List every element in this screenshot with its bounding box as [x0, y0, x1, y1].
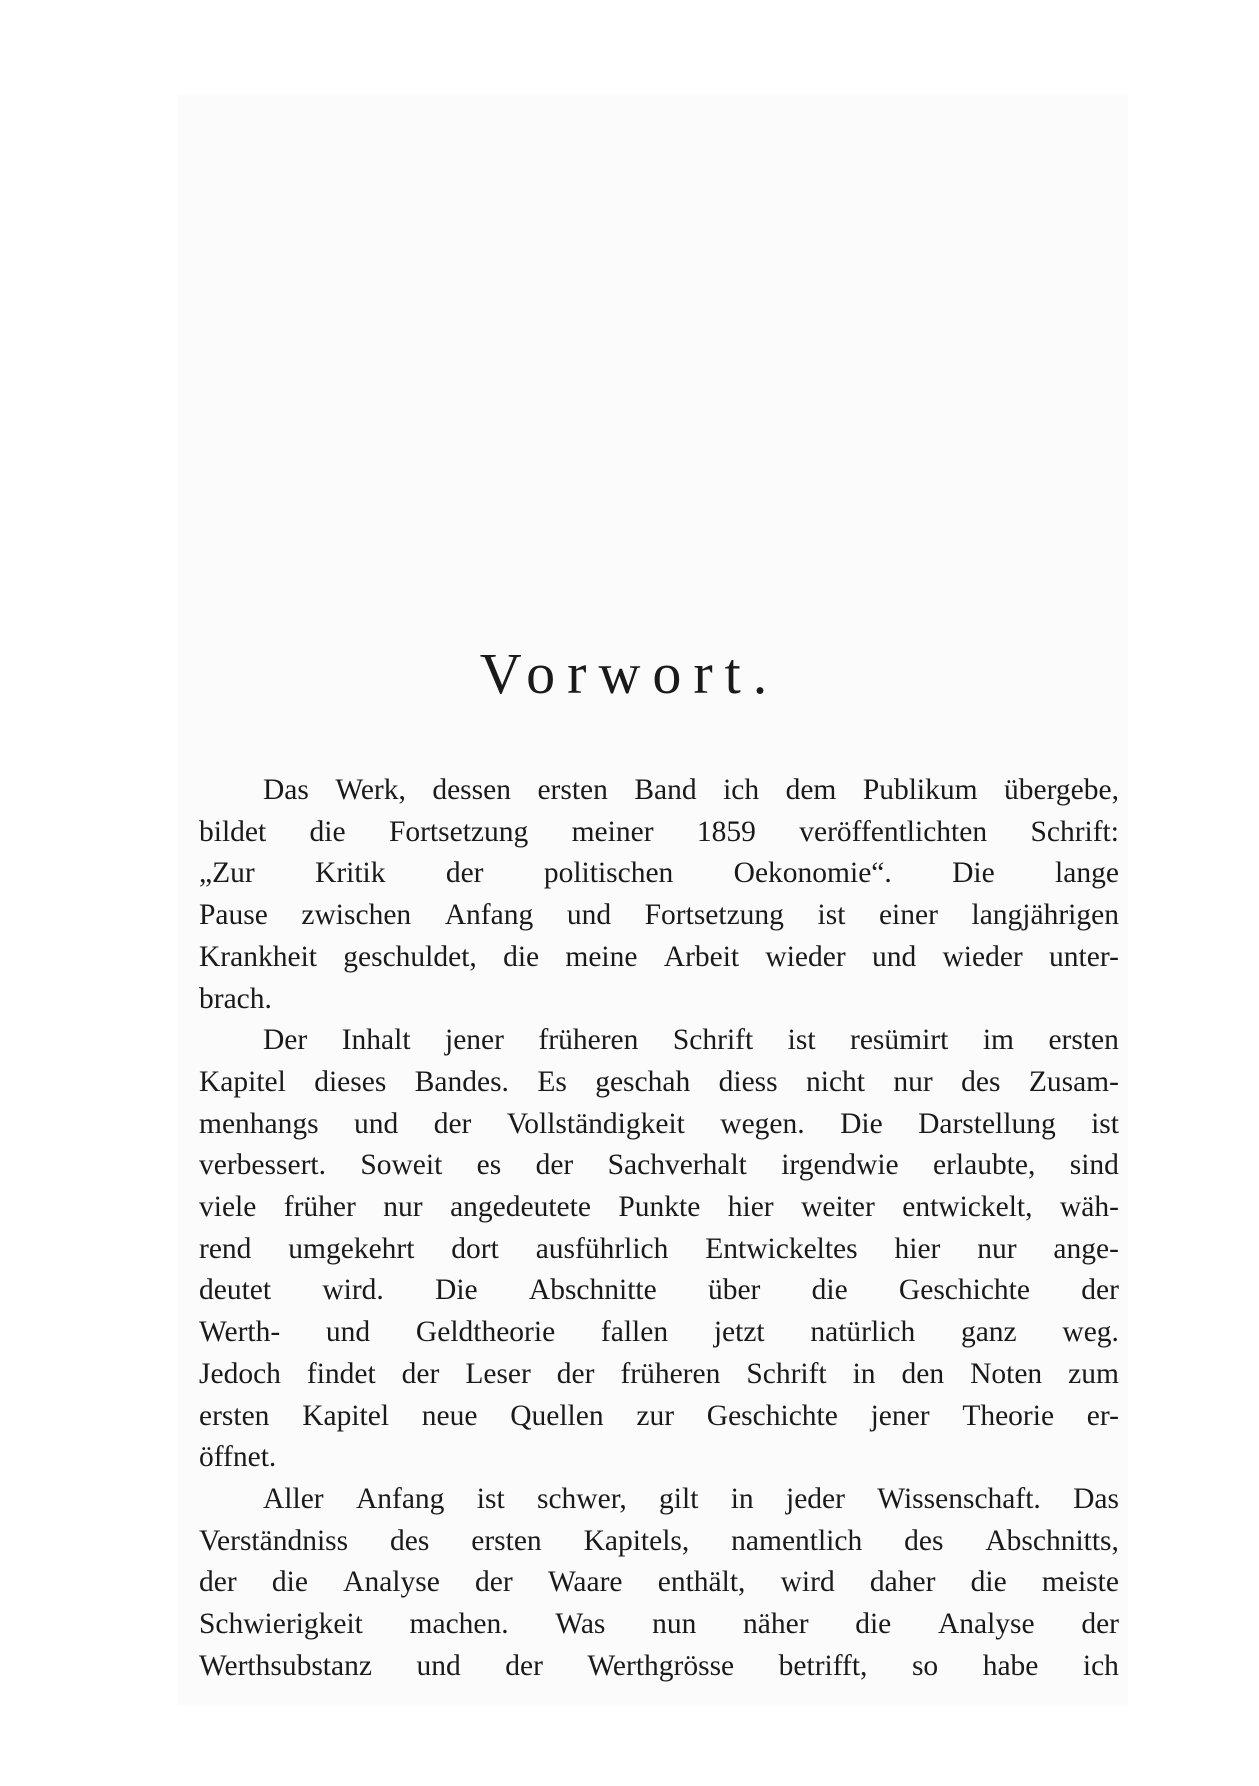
text-line: Werthsubstanz und der Werthgrösse betrifft, so habe ich	[199, 1649, 1119, 1682]
text-line: Aller Anfang ist schwer, gilt in jeder Wissenschaft. Das	[263, 1482, 1119, 1515]
body-text	[199, 770, 1119, 1687]
text-line: menhangs und der Vollständigkeit wegen. Die Darstellung ist	[199, 1107, 1119, 1140]
text-line: der die Analyse der Waare enthält, wird daher die meiste	[199, 1566, 1119, 1599]
text-line: öffnet.	[199, 1441, 277, 1474]
text-line: brach.	[199, 982, 272, 1015]
text-line: bildet die Fortsetzung meiner 1859 veröffentlichten Schrift:	[199, 815, 1119, 848]
text-line: viele früher nur angedeutete Punkte hier weiter entwickelt, wäh-	[199, 1191, 1119, 1224]
text-line: Schwierigkeit machen. Was nun näher die Analyse der	[199, 1608, 1119, 1641]
text-line: Das Werk, dessen ersten Band ich dem Publikum übergebe,	[263, 774, 1119, 806]
text-line: Verständniss des ersten Kapitels, namentlich des Abschnitts,	[199, 1524, 1119, 1557]
text-line: Werth- und Geldtheorie fallen jetzt natürlich ganz weg.	[199, 1316, 1119, 1349]
text-line: Der Inhalt jener früheren Schrift ist resümirt im ersten	[263, 1024, 1119, 1057]
text-line: rend umgekehrt dort ausführlich Entwickeltes hier nur ange-	[199, 1232, 1119, 1265]
page-title: Vorwort.	[479, 641, 780, 706]
text-line: Pause zwischen Anfang und Fortsetzung ist einer langjährigen	[199, 899, 1119, 932]
text-line: verbessert. Soweit es der Sachverhalt irgendwie erlaubte, sind	[199, 1149, 1119, 1182]
text-line: ersten Kapitel neue Quellen zur Geschichte jener Theorie er-	[199, 1399, 1119, 1432]
text-line: „Zur Kritik der politischen Oekonomie“. Die lange	[199, 857, 1119, 890]
text-line: Krankheit geschuldet, die meine Arbeit wieder und wieder unter-	[199, 940, 1119, 973]
text-line: deutet wird. Die Abschnitte über die Geschichte der	[199, 1274, 1119, 1307]
text-line: Jedoch findet der Leser der früheren Schrift in den Noten zum	[199, 1357, 1119, 1390]
text-line: Kapitel dieses Bandes. Es geschah diess nicht nur des Zusam-	[199, 1065, 1119, 1098]
